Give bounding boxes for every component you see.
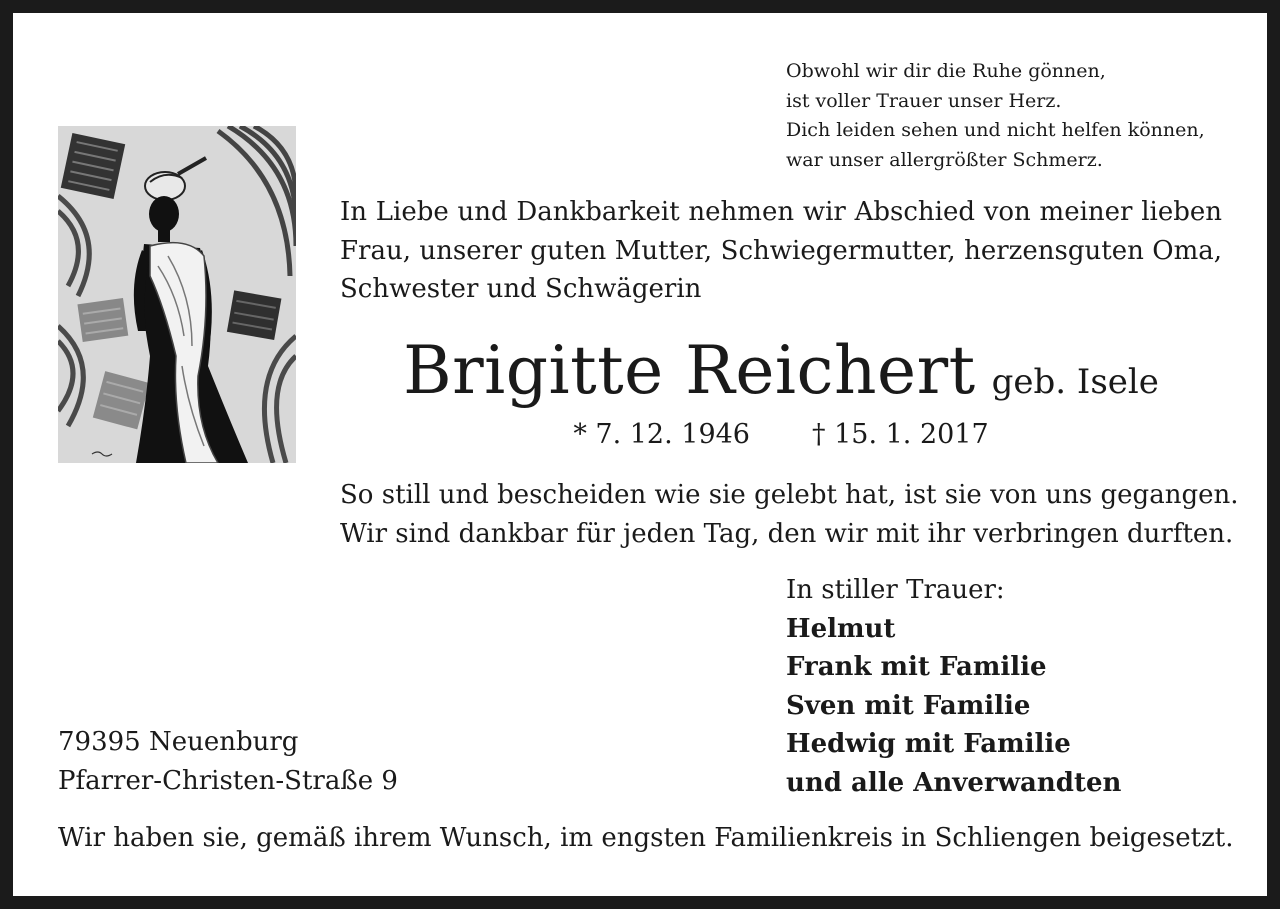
obituary-card: [13, 13, 1267, 896]
intro-text: [340, 193, 1222, 309]
closing-line: Wir sind dankbar für jeden Tag, den wir mit ihr verbringen durften.: [340, 519, 1234, 549]
life-dates: [340, 415, 1222, 455]
poem-line: war unser allergrößter Schmerz.: [786, 148, 1103, 171]
poem-line: Obwohl wir dir die Ruhe gönnen,: [786, 60, 1106, 82]
address-city: 79395 Neuenburg: [58, 727, 299, 757]
death-date: † 15. 1. 2017: [812, 419, 989, 450]
maiden-name: geb. Isele: [991, 362, 1159, 402]
closing-line: So still und bescheiden wie sie gelebt hat, ist sie von uns gegangen.: [340, 480, 1239, 510]
mourner-name: Frank mit Familie: [786, 652, 1047, 682]
mourner-name: Helmut: [786, 613, 896, 644]
closing-text: [340, 476, 1239, 554]
birth-date: * 7. 12. 1946: [573, 419, 750, 450]
address-block: [58, 723, 458, 800]
address-street: Pfarrer-Christen-Straße 9: [58, 765, 398, 796]
mourner-name: Hedwig mit Familie: [786, 729, 1071, 759]
poem-line: ist voller Trauer unser Herz.: [786, 89, 1062, 112]
poem-line: Dich leiden sehen und nicht helfen können,: [786, 119, 1205, 141]
painting-artwork: [58, 126, 296, 463]
deceased-name: Brigitte Reichert: [403, 332, 976, 409]
deceased-name-line: [340, 331, 1222, 411]
intro-line: Schwester und Schwägerin: [340, 274, 702, 304]
burial-note: Wir haben sie, gemäß ihrem Wunsch, im engsten Familienkreis in Schliengen beigesetzt.: [58, 823, 1234, 853]
intro-line: In Liebe und Dankbarkeit nehmen wir Abschied von meiner lieben: [340, 197, 1222, 227]
poem: [786, 57, 1246, 175]
mourner-name: Sven mit Familie: [786, 690, 1031, 721]
mourners-list: [786, 571, 1246, 802]
painting-image: [58, 126, 296, 463]
intro-line: Frau, unserer guten Mutter, Schwiegermutter, herzensguten Oma,: [340, 235, 1222, 266]
mourner-name: und alle Anverwandten: [786, 767, 1122, 798]
mourners-heading: In stiller Trauer:: [786, 575, 1005, 605]
